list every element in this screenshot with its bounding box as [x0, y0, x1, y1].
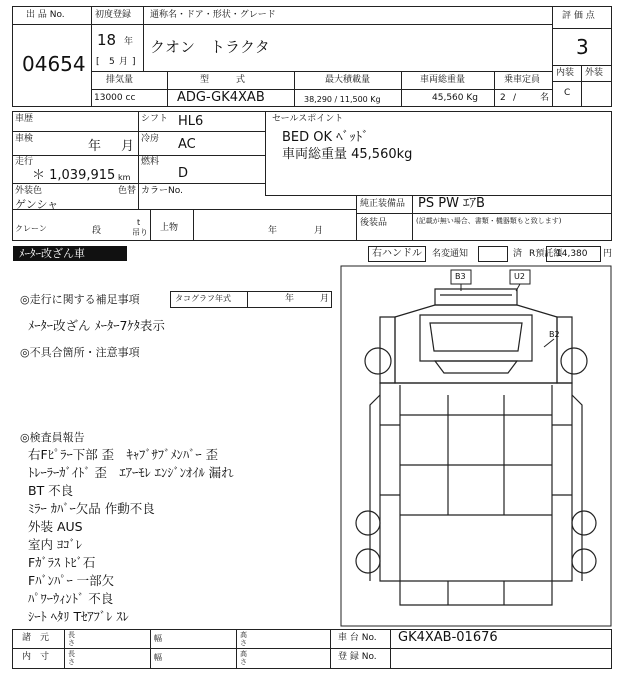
aftermarket-label: 後装品 — [360, 218, 388, 228]
sales-point-label: セールスポイント — [272, 114, 344, 124]
inspector-report-line: ﾐﾗｰ ｶﾊﾞｰ欠品 作動不良 — [28, 501, 155, 516]
interior-grade-label: 内装 — [556, 68, 575, 78]
height-label-bottom: さ — [240, 639, 247, 647]
inspector-report-line: ﾄﾚｰﾗｰｶﾞｲﾄﾞ 歪 ｴｱｰﾓﾚ ｴﾝｼﾞﾝｵｲﾙ 漏れ — [28, 465, 234, 480]
inspector-report-heading: ◎検査員報告 — [20, 431, 85, 444]
chassis-right-notch — [552, 425, 572, 495]
diagram-frame — [341, 266, 611, 626]
shift-value: HL6 — [178, 114, 204, 129]
driving-notes-heading: ◎走行に関する補足事項 — [20, 293, 140, 306]
specs-label: 諸 元 — [22, 633, 50, 643]
name-change-stamp: 済 — [513, 249, 523, 259]
fuel-value: D — [178, 166, 189, 181]
inspector-report-line: 室内 ﾖｺﾞﾚ — [28, 537, 82, 552]
inspection-year-unit: 年 — [88, 139, 102, 154]
chassis-step-left — [370, 395, 380, 581]
exterior-color-label: 外装色 — [15, 186, 43, 196]
upper-year-unit: 年 — [268, 226, 278, 236]
cab-roof-outline — [435, 289, 517, 305]
b2-leader — [544, 339, 554, 347]
height-label-bottom: さ — [240, 658, 247, 666]
cab-window-frame — [420, 315, 532, 361]
length-label-bottom: さ — [68, 658, 75, 666]
chassis-outline — [380, 383, 572, 581]
right-hand-drive-badge: 右ハンドル — [368, 246, 426, 262]
front-right-wheel — [561, 348, 587, 374]
year-unit: 年 — [124, 37, 134, 47]
recycle-deposit-unit: 円 — [603, 249, 613, 259]
ac-value: AC — [178, 137, 196, 152]
aftermarket-note: (記載が無い場合、書類・機器類もと致します) — [416, 217, 562, 225]
capacity-separator: / — [513, 93, 517, 103]
sales-point-line1: BED OK ﾍﾞｯﾄﾞ — [282, 130, 369, 145]
cab-sunvisor — [435, 361, 517, 373]
length-label-bottom: さ — [68, 639, 75, 647]
front-left-wheel — [365, 348, 391, 374]
evaluation-score: 3 — [576, 35, 589, 59]
chassis-left-notch — [380, 425, 400, 495]
history-label: 車歴 — [15, 114, 34, 124]
inspection-month-unit: 月 — [121, 139, 135, 154]
interior-grade: C — [564, 88, 571, 98]
ac-label: 冷房 — [141, 134, 160, 144]
crane-stage-unit: 段 — [92, 226, 102, 236]
width-label: 幅 — [154, 634, 162, 643]
crane-ton-unit: t — [137, 218, 141, 227]
first-registration-label: 初度登録 — [95, 10, 132, 20]
mileage-unit: km — [118, 173, 131, 182]
tachograph-label: タコグラフ年式 — [175, 294, 231, 303]
rear-right-wheel-2 — [572, 549, 596, 573]
inspector-report-line: 右Fﾋﾟﾗｰ下部 歪 ｷｬﾌﾞｻﾌﾞﾒﾝﾊﾞｰ 歪 — [28, 447, 219, 462]
tachograph-year-unit: 年 — [285, 294, 295, 304]
first-registration-year: 18 — [97, 31, 117, 49]
first-registration-month: 5 — [109, 57, 115, 67]
displacement: 13000 cc — [94, 93, 136, 103]
rear-bumper-inner — [448, 581, 504, 605]
displacement-label: 排気量 — [106, 75, 134, 85]
defects-heading: ◎不具合箇所・注意事項 — [20, 346, 140, 359]
cab-body-outline — [395, 305, 557, 383]
color-code-label: カラーNo. — [141, 186, 183, 196]
rear-left-wheel-2 — [356, 549, 380, 573]
shift-label: シフト — [141, 114, 169, 124]
fuel-label: 燃料 — [141, 157, 160, 167]
footer-frame — [12, 629, 612, 669]
recycle-deposit-amount: 14,380 — [556, 249, 588, 259]
inspector-report-line: BT 不良 — [28, 483, 74, 498]
damage-diagram — [340, 265, 612, 627]
model-label: 型 式 — [200, 75, 246, 85]
interior-dim-label: 内 寸 — [22, 652, 50, 662]
chassis-step-right — [572, 395, 582, 581]
capacity: 2 — [500, 93, 506, 103]
max-load: 38,290 / 11,500 Kg — [304, 95, 381, 104]
length-label-top: 長 — [68, 631, 75, 639]
model-code: ADG-GK4XAB — [177, 90, 265, 105]
car-name-label: 通称名・ドア・形状・グレード — [150, 10, 276, 20]
chassis-number: GK4XAB-01676 — [398, 630, 498, 645]
month-bracket-open: [ — [96, 57, 100, 67]
inspector-report-line: ｼｰﾄ ﾍﾀﾘ Tｾｱﾌﾞﾚ ｽﾚ — [28, 609, 129, 624]
capacity-unit: 名 — [540, 93, 550, 103]
meter-tampered-banner: ﾒｰﾀｰ改ざん車 — [13, 246, 127, 261]
sales-point-line2: 車両総重量 45,560kg — [282, 147, 413, 162]
chassis-number-label: 車 台 No. — [338, 633, 377, 643]
lot-number: 04654 — [22, 52, 86, 76]
exterior-grade-label: 外装 — [585, 68, 604, 78]
gross-weight: 45,560 Kg — [432, 93, 478, 103]
inspection-label: 車検 — [15, 134, 34, 144]
gross-weight-label: 車両総重量 — [420, 75, 466, 85]
cab-windshield — [430, 323, 522, 351]
inspector-report-line: ﾊﾟﾜｰｳｨﾝﾄﾞ 不良 — [28, 591, 114, 606]
crane-label: クレーン — [15, 224, 47, 233]
inspector-report-line: 外装 AUS — [28, 519, 83, 534]
inspector-report-line: Fﾊﾞﾝﾊﾟｰ 一部欠 — [28, 573, 115, 588]
recycle-deposit-label: R預託額 — [529, 249, 563, 259]
name-change-box — [478, 246, 508, 262]
equipment-value: PS PW ｴｱB — [418, 196, 485, 211]
capacity-label: 乗車定員 — [504, 75, 541, 85]
month-unit: 月 — [119, 57, 129, 67]
mileage-label: 走行 — [15, 157, 34, 167]
damage-b3: B3 — [455, 272, 466, 281]
inspector-report-line: Fｶﾞﾗｽ ﾄﾋﾞ石 — [28, 555, 96, 570]
registration-number-label: 登 録 No. — [338, 652, 377, 662]
max-load-label: 最大積載量 — [325, 75, 371, 85]
equipment-label: 純正装備品 — [360, 199, 406, 209]
name-change-label: 名変通知 — [432, 249, 469, 259]
month-bracket-close: ] — [132, 57, 136, 67]
exterior-color: ゲンシャ — [15, 198, 59, 211]
rear-right-wheel-1 — [572, 511, 596, 535]
height-label-top: 高 — [240, 631, 247, 639]
width-label: 幅 — [154, 653, 162, 662]
damage-b2: B2 — [549, 330, 560, 339]
upper-month-unit: 月 — [314, 226, 324, 236]
mileage-value: ＊ 1,039,915 — [32, 168, 116, 183]
lot-number-label: 出 品 No. — [26, 10, 65, 20]
header-frame — [12, 6, 612, 107]
evaluation-label: 評 価 点 — [562, 11, 595, 21]
color-change-label: 色替 — [118, 186, 137, 196]
driving-note: ﾒｰﾀｰ改ざん ﾒｰﾀｰ7ｹﾀ表示 — [28, 318, 165, 333]
rear-bumper — [400, 581, 552, 605]
car-name: クオン トラクタ — [150, 38, 270, 56]
height-label-top: 高 — [240, 650, 247, 658]
tachograph-month-unit: 月 — [320, 294, 330, 304]
length-label-top: 長 — [68, 650, 75, 658]
damage-u2: U2 — [514, 272, 525, 281]
u2-leader — [516, 284, 520, 291]
crane-lift-unit: 吊り — [132, 228, 148, 237]
rear-left-wheel-1 — [356, 511, 380, 535]
upper-body-label: 上物 — [160, 223, 179, 233]
